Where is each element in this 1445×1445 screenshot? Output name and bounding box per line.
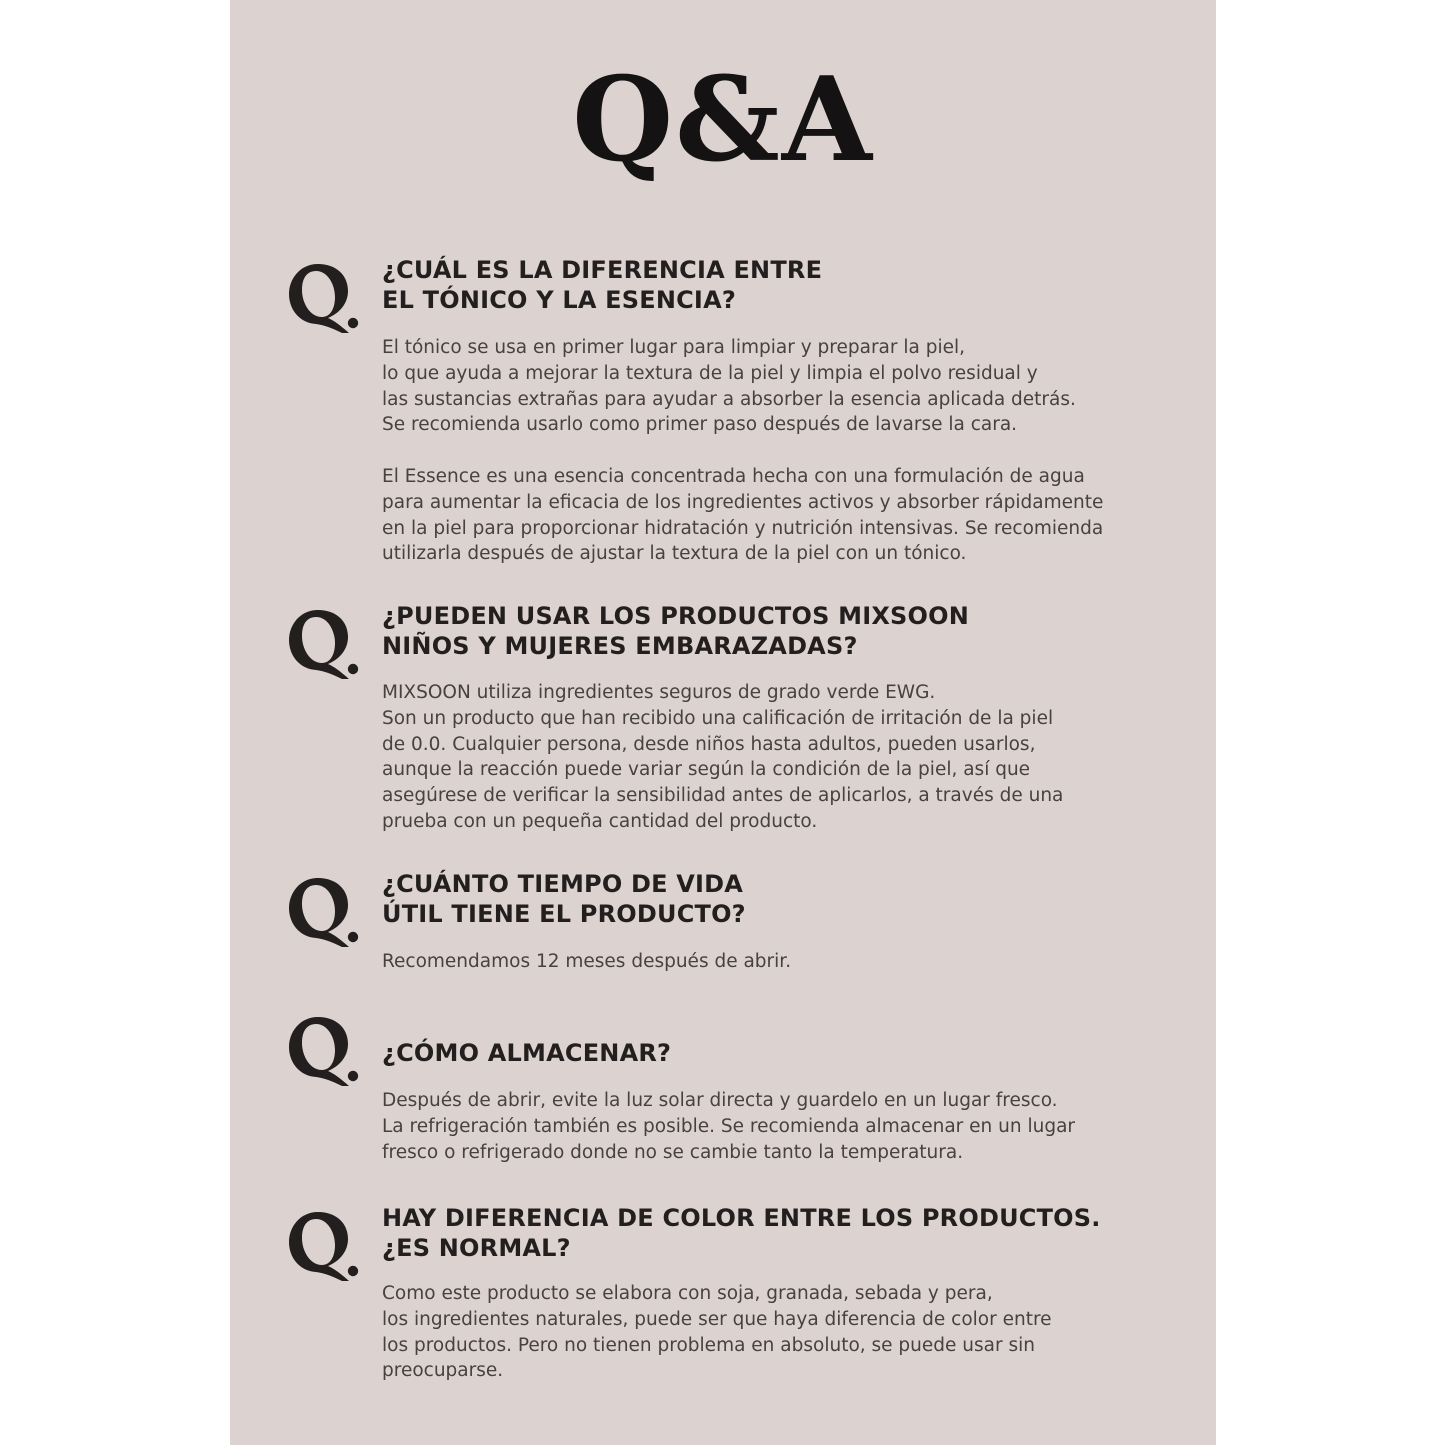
answer-line: en la piel para proporcionar hidratación y nutrición intensivas. Se recomienda bbox=[382, 517, 1104, 539]
question-line: NIÑOS Y MUJERES EMBARAZADAS? bbox=[382, 632, 858, 660]
question-title bbox=[382, 869, 746, 929]
answer-line: lo que ayuda a mejorar la textura de la piel y limpia el polvo residual y bbox=[382, 362, 1038, 384]
answer-line: los productos. Pero no tienen problema en absoluto, se puede usar sin bbox=[382, 1334, 1035, 1356]
answer-line: asegúrese de verificar la sensibilidad antes de aplicarlos, a través de una bbox=[382, 785, 1064, 807]
answer-line: de 0.0. Cualquier persona, desde niños hasta adultos, pueden usarlos, bbox=[382, 733, 1036, 755]
answer-line: los ingredientes naturales, puede ser que haya diferencia de color entre bbox=[382, 1308, 1052, 1330]
question-line: EL TÓNICO Y LA ESENCIA? bbox=[382, 286, 736, 314]
answer-line: para aumentar la eficacia de los ingredientes activos y absorber rápidamente bbox=[382, 491, 1104, 513]
answer-line: Son un producto que han recibido una calificación de irritación de la piel bbox=[382, 707, 1054, 729]
question-line: ¿CUÁNTO TIEMPO DE VIDA bbox=[382, 870, 744, 898]
answer-line: Se recomienda usarlo como primer paso después de lavarse la cara. bbox=[382, 414, 1018, 436]
answer-line: las sustancias extrañas para ayudar a absorber la esencia aplicada detrás. bbox=[382, 388, 1076, 410]
question-title bbox=[382, 1038, 671, 1068]
question-title bbox=[382, 601, 969, 661]
answer-line: El tónico se usa en primer lugar para limpiar y preparar la piel, bbox=[382, 337, 966, 358]
answer-line: El Essence es una esencia concentrada hecha con una formulación de agua bbox=[382, 465, 1085, 487]
q-dot-icon bbox=[288, 607, 360, 679]
answer-line: fresco o refrigerado donde no se cambie tanto la temperatura. bbox=[382, 1141, 964, 1163]
question-line: ÚTIL TIENE EL PRODUCTO? bbox=[382, 900, 746, 928]
answer-text bbox=[382, 1281, 1052, 1384]
q-dot-icon bbox=[288, 1014, 360, 1086]
answer-line: Después de abrir, evite la luz solar directa y guardelo en un lugar fresco. bbox=[382, 1090, 1058, 1111]
answer-line: La refrigeración también es posible. Se recomienda almacenar en un lugar bbox=[382, 1115, 1076, 1137]
question-line: ¿CUÁL ES LA DIFERENCIA ENTRE bbox=[382, 256, 823, 284]
q-dot-icon bbox=[288, 875, 360, 947]
answer-text bbox=[382, 1088, 1075, 1165]
answer-line: Recomendamos 12 meses después de abrir. bbox=[382, 951, 792, 972]
answer-line: prueba con un pequeña cantidad del producto. bbox=[382, 810, 818, 832]
question-title bbox=[382, 255, 822, 315]
answer-line: MIXSOON utiliza ingredientes seguros de grado verde EWG. bbox=[382, 682, 936, 703]
question-line: HAY DIFERENCIA DE COLOR ENTRE LOS PRODUCTOS. bbox=[382, 1204, 1101, 1232]
answer-line: aunque la reacción puede variar según la condición de la piel, así que bbox=[382, 759, 1031, 781]
question-line: ¿PUEDEN USAR LOS PRODUCTOS MIXSOON bbox=[382, 602, 970, 630]
answer-text bbox=[382, 680, 1063, 835]
question-line: ¿CÓMO ALMACENAR? bbox=[382, 1039, 672, 1067]
answer-line: preocuparse. bbox=[382, 1360, 504, 1382]
page-title: Q&A bbox=[572, 52, 874, 188]
qa-card bbox=[230, 0, 1216, 1445]
question-title bbox=[382, 1203, 1101, 1263]
answer-line: utilizarla después de ajustar la textura de la piel con un tónico. bbox=[382, 543, 967, 565]
paragraph-gap bbox=[382, 438, 1103, 464]
question-line: ¿ES NORMAL? bbox=[382, 1234, 571, 1262]
answer-line: Como este producto se elabora con soja, granada, sebada y pera, bbox=[382, 1283, 993, 1304]
answer-text bbox=[382, 949, 791, 975]
q-dot-icon bbox=[288, 1209, 360, 1281]
q-dot-icon bbox=[288, 261, 360, 333]
answer-text bbox=[382, 335, 1103, 567]
